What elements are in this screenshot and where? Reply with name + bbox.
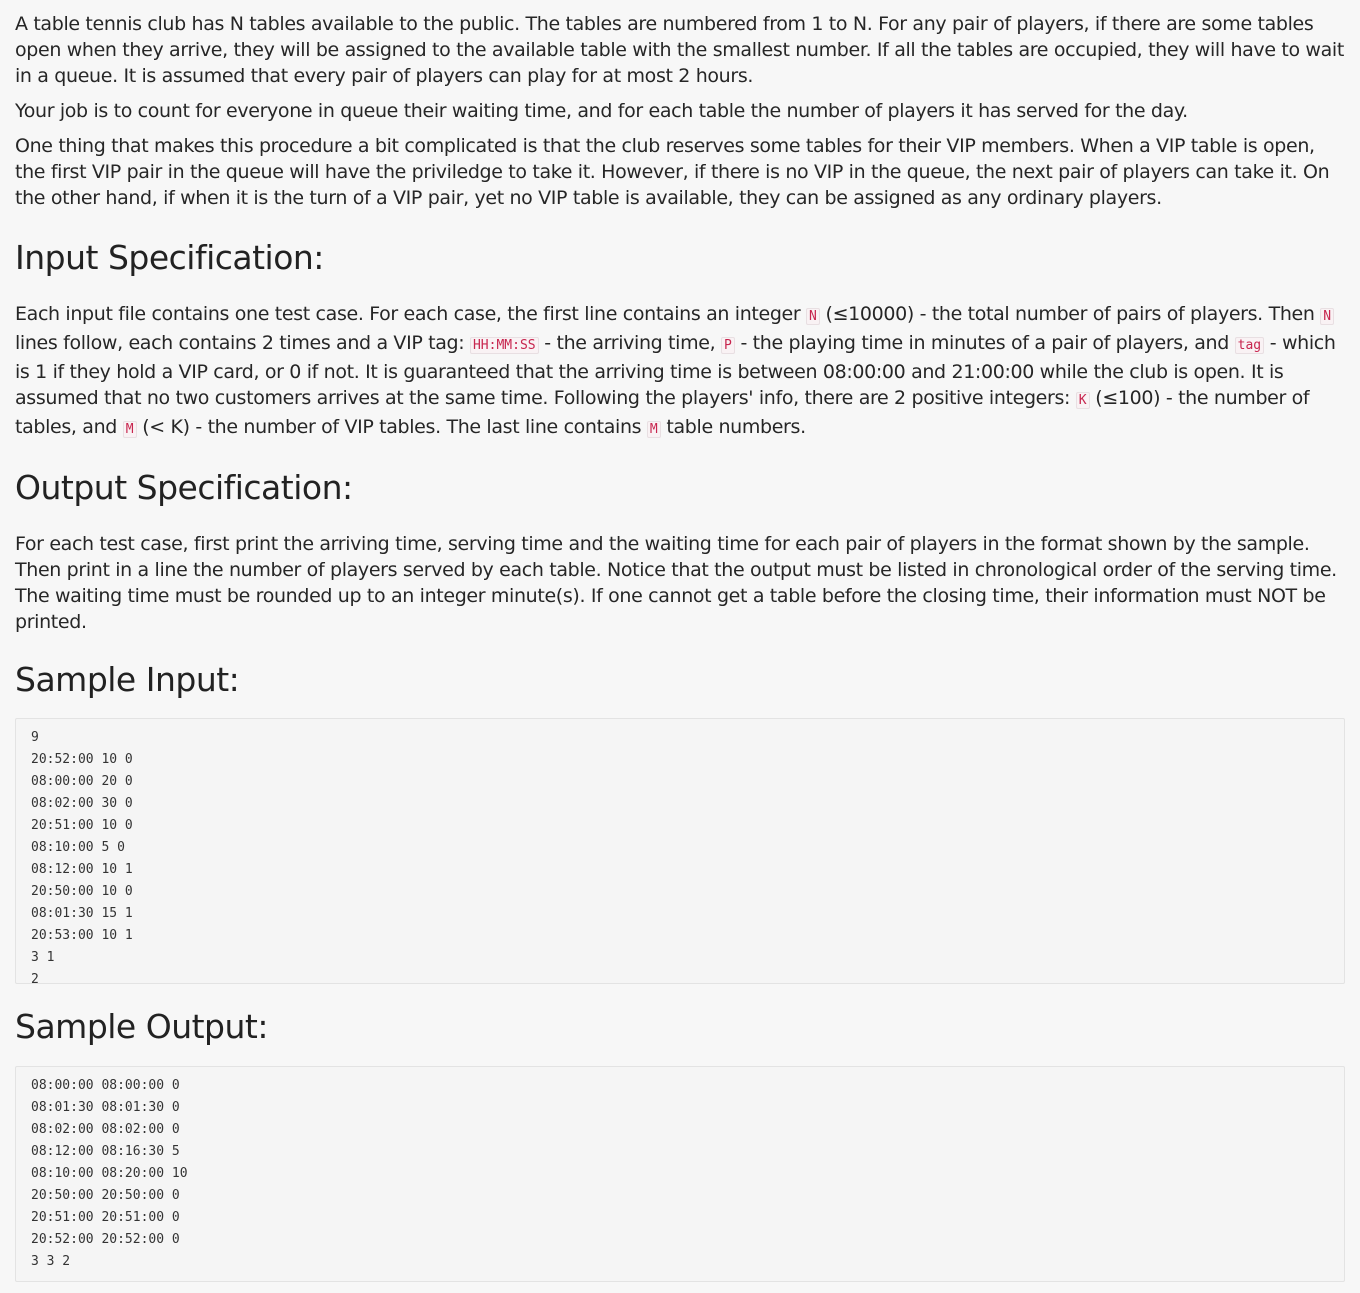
inline-code-k: K <box>1076 392 1090 409</box>
output-spec-text: For each test case, first print the arriving time, serving time and the waiting time for each pair of players in the format shown by the sample. Then print in a line the number of players served by each table. Notice that the output must be listed in chronological order of the serving time. The waiting time must be rounded up to an integer minute(s). If one cannot get a table before the closing time, their information must NOT be printed. <box>15 533 1337 633</box>
description-paragraph-3: One thing that makes this procedure a bit complicated is that the club reserves some tables for their VIP members. When a VIP table is open, the first VIP pair in the queue will have the priviledge to take it. However, if there is no VIP in the queue, the next pair of players can take it. On the other hand, if when it is the turn of a VIP pair, yet no VIP table is available, they can be assigned as any ordinary players. <box>15 135 1330 209</box>
input-spec-text-5: - the playing time in minutes of a pair of players, and <box>734 332 1235 354</box>
sample-input-code-block[interactable]: 9 20:52:00 10 0 08:00:00 20 0 08:02:00 30 0 20:51:00 10 0 08:10:00 5 0 08:12:00 10 1 20:50:00 10 0 08:01:30 15 1 20:53:00 10 1 3 1 2 <box>15 718 1345 984</box>
inline-code-time-format: HH:MM:SS <box>470 337 539 354</box>
input-spec-text-9: table numbers. <box>660 416 806 438</box>
sample-output-code-block[interactable]: 08:00:00 08:00:00 0 08:01:30 08:01:30 0 08:02:00 08:02:00 0 08:12:00 08:16:30 5 08:10:00 08:20:00 10 20:50:00 20:50:00 0 20:51:00 20:51:00 0 20:52:00 20:52:00 0 3 3 2 <box>15 1066 1345 1282</box>
description-paragraph-2: Your job is to count for everyone in queue their waiting time, and for each table the number of players it has served for the day. <box>15 100 1188 122</box>
output-spec-heading: Output Specification: <box>15 468 353 507</box>
input-spec-text-1: Each input file contains one test case. For each case, the first line contains an integer <box>15 303 807 325</box>
inline-code-m: M <box>123 421 137 438</box>
input-spec-text-3: lines follow, each contains 2 times and a VIP tag: <box>15 332 470 354</box>
input-spec-text-8: (< K) - the number of VIP tables. The last line contains <box>136 416 647 438</box>
input-spec-heading: Input Specification: <box>15 238 324 277</box>
input-spec-text-4: - the arriving time, <box>538 332 721 354</box>
input-spec-text <box>15 301 1345 443</box>
inline-code-tag: tag <box>1235 337 1264 354</box>
inline-code-n: N <box>806 308 820 325</box>
inline-code-m: M <box>647 421 661 438</box>
description-paragraph-1: A table tennis club has N tables available to the public. The tables are numbered from 1 to N. For any pair of players, if there are some tables open when they arrive, they will be assigned to the available table with the smallest number. If all the tables are occupied, they will have to wait in a queue. It is assumed that every pair of players can play for at most 2 hours. <box>15 13 1344 87</box>
input-spec-text-7: (≤100) - the number of tables, and <box>15 387 1310 438</box>
input-spec-text-2: (≤10000) - the total number of pairs of players. Then <box>819 303 1321 325</box>
sample-input-heading: Sample Input: <box>15 660 240 699</box>
inline-code-p: P <box>721 337 735 354</box>
input-spec-text-6: - which is 1 if they hold a VIP card, or 0 if not. It is guaranteed that the arriving time is between 08:00:00 and 21:00:00 while the club is open. It is assumed that no two customers arrives at the same time. Following the players' info, there are 2 positive integers: <box>15 332 1336 409</box>
inline-code-n: N <box>1320 308 1334 325</box>
sample-output-heading: Sample Output: <box>15 1007 268 1046</box>
